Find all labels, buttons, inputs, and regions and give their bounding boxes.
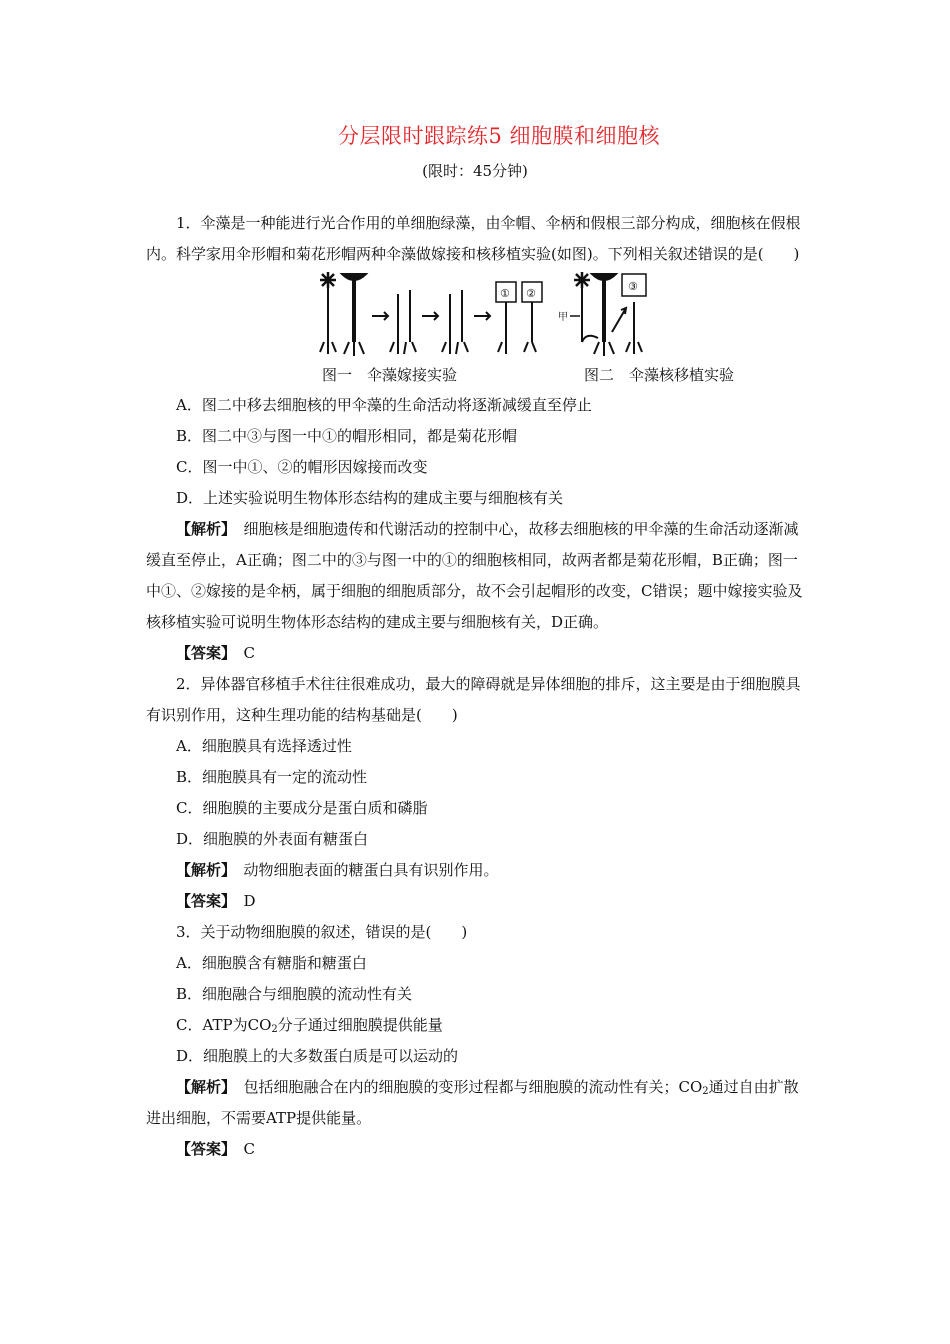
q1-stem: 1．伞藻是一种能进行光合作用的单细胞绿藻，由伞帽、伞柄和假根三部分构成，细胞核在假根内。科学家用伞形帽和菊花形帽两种伞藻做嫁接和核移植实验(如图)。下列相关叙述错误的是( ) xyxy=(146,214,801,263)
analysis-text: 细胞核是细胞遗传和代谢活动的控制中心，故移去细胞核的甲伞藻的生命活动逐渐减缓直至停止，A正确；图二中的③与图一中的①的细胞核相同，故两者都是菊花形帽，B正确；图一中①、②嫁接的是伞柄，属于细胞的细胞质部分，故不会引起帽形的改变，C错误；题中嫁接实验及核移植实验可说明生物体形态结构的建成主要与细胞核有关，D正确。 xyxy=(146,520,803,631)
caption-figure-1: 图一 伞藻嫁接实验 xyxy=(322,366,458,384)
q1-option-b: B．图二中③与图一中①的帽形相同，都是菊花形帽 xyxy=(176,427,518,445)
q2-option-c: C．细胞膜的主要成分是蛋白质和磷脂 xyxy=(176,799,428,817)
analysis-text: 包括细胞融合在内的细胞膜的变形过程都与细胞膜的流动性有关；CO xyxy=(228,1078,703,1096)
q3-answer xyxy=(146,1134,806,1165)
q3-option-b: B．细胞融合与细胞膜的流动性有关 xyxy=(176,985,413,1003)
answer-text: C xyxy=(228,644,255,662)
time-limit: (限时：45分钟) xyxy=(422,162,528,180)
circled-label-1: ① xyxy=(500,287,510,300)
analysis-label: 【解析】 xyxy=(176,1078,229,1096)
q2-stem: 2．异体器官移植手术往往很难成功，最大的障碍就是异体细胞的排斥，这主要是由于细胞膜具有识别作用，这种生理功能的结构基础是( ) xyxy=(146,675,801,724)
option-c-text: C．ATP为CO xyxy=(176,1016,272,1034)
subscript: 2 xyxy=(271,1024,278,1035)
q2-option-b: B．细胞膜具有一定的流动性 xyxy=(176,768,368,786)
q1-answer xyxy=(146,638,806,669)
q1-option-a: A．图二中移去细胞核的甲伞藻的生命活动将逐渐减缓直至停止 xyxy=(176,396,592,414)
answer-label: 【答案】 xyxy=(176,644,229,662)
q1-option-d: D．上述实验说明生物体形态结构的建成主要与细胞核有关 xyxy=(176,489,564,507)
q2-analysis xyxy=(146,855,806,886)
answer-label: 【答案】 xyxy=(176,1140,229,1158)
subscript: 2 xyxy=(702,1086,709,1097)
analysis-label: 【解析】 xyxy=(176,861,229,879)
algae-experiment-illustration xyxy=(316,272,686,362)
q2-answer xyxy=(146,886,806,917)
label-jia: 甲 xyxy=(558,312,568,323)
q3-option-c xyxy=(146,1010,806,1041)
q2-option-a: A．细胞膜具有选择透过性 xyxy=(176,737,352,755)
question-list xyxy=(146,208,806,1165)
page-title: 分层限时跟踪练5 细胞膜和细胞核 xyxy=(337,124,661,148)
analysis-text-rest: 通过自由扩散进出细胞，不需要ATP提供能量。 xyxy=(146,1078,799,1127)
option-c-text-rest: 分子通过细胞膜提供能量 xyxy=(277,1016,443,1034)
analysis-label: 【解析】 xyxy=(176,520,229,538)
caption-figure-2: 图二 伞藻核移植实验 xyxy=(584,366,735,384)
q1-analysis xyxy=(146,514,806,638)
circled-label-2: ② xyxy=(526,287,536,300)
analysis-text: 动物细胞表面的糖蛋白具有识别作用。 xyxy=(228,861,499,879)
answer-text: C xyxy=(228,1140,255,1158)
q2-option-d: D．细胞膜的外表面有糖蛋白 xyxy=(176,830,369,848)
q1-option-c: C．图一中①、②的帽形因嫁接而改变 xyxy=(176,458,428,476)
answer-label: 【答案】 xyxy=(176,892,229,910)
q3-option-d: D．细胞膜上的大多数蛋白质是可以运动的 xyxy=(176,1047,459,1065)
q3-option-a: A．细胞膜含有糖脂和糖蛋白 xyxy=(176,954,367,972)
q1-figure xyxy=(146,272,806,390)
q3-stem: 3．关于动物细胞膜的叙述，错误的是( ) xyxy=(176,923,468,941)
circled-label-3: ③ xyxy=(628,280,638,293)
q3-analysis xyxy=(146,1072,806,1134)
answer-text: D xyxy=(228,892,256,910)
